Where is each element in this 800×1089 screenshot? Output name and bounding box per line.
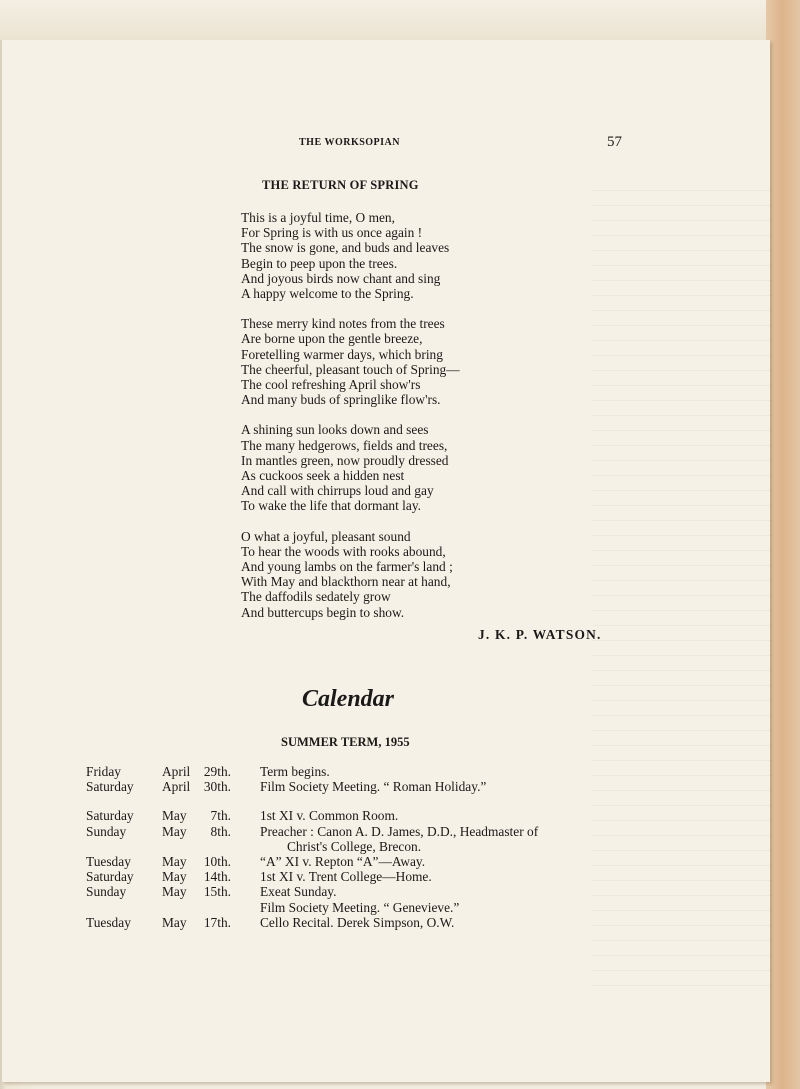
entry-day: Sunday — [86, 884, 127, 900]
entry-day: Tuesday — [86, 914, 131, 930]
calendar-entry — [86, 764, 646, 779]
entry-event: 1st XI v. Trent College—Home. — [260, 869, 432, 885]
entry-event: Preacher : Canon A. D. James, D.D., Headmaster of — [260, 823, 539, 839]
poem-author: J. K. P. WATSON. — [478, 627, 602, 642]
poem-line: And call with chirrups loud and gay — [241, 483, 434, 499]
poem-line: Are borne upon the gentle breeze, — [241, 331, 423, 347]
calendar-entry-continuation — [86, 839, 646, 854]
poem-line: And joyous birds now chant and sing — [241, 270, 441, 286]
poem-line: A happy welcome to the Spring. — [241, 286, 414, 302]
poem-line: A shining sun looks down and sees — [241, 422, 429, 438]
poem-line: And buttercups begin to show. — [241, 604, 405, 620]
poem-line: With May and blackthorn near at hand, — [241, 574, 451, 590]
entry-day: Tuesday — [86, 853, 131, 869]
entry-date: 29th. — [203, 764, 231, 779]
entry-day: Saturday — [86, 869, 134, 885]
calendar-entry — [86, 900, 646, 915]
calendar-entry — [86, 808, 646, 823]
poem-stanza — [241, 316, 460, 407]
poem-line: This is a joyful time, O men, — [241, 210, 395, 225]
entry-date: 30th. — [203, 779, 231, 795]
entry-month: May — [162, 823, 187, 839]
poem-line: To hear the woods with rooks abound, — [241, 543, 446, 559]
poem-line: And many buds of springlike flow'rs. — [241, 392, 441, 408]
entry-month: May — [162, 884, 187, 900]
entry-event: Term begins. — [260, 764, 330, 779]
entry-month: May — [162, 914, 187, 930]
entry-event: Christ's College, Brecon. — [287, 838, 422, 854]
entry-event: 1st XI v. Common Room. — [260, 808, 399, 824]
calendar-list — [86, 764, 646, 930]
entry-date: 7th. — [210, 808, 231, 824]
poem-line: The many hedgerows, fields and trees, — [241, 437, 448, 453]
entry-day: Friday — [86, 764, 121, 779]
entry-date: 14th. — [203, 869, 231, 885]
entry-month: May — [162, 853, 187, 869]
entry-month: April — [162, 779, 191, 795]
poem-body — [241, 210, 460, 635]
calendar-entry — [86, 779, 646, 794]
poem-line: Foretelling warmer days, which bring — [241, 346, 443, 362]
entry-month: May — [162, 869, 187, 885]
poem-line: To wake the life that dormant lay. — [241, 498, 422, 514]
calendar-entry — [86, 824, 646, 839]
entry-day: Saturday — [86, 779, 134, 795]
poem-line: For Spring is with us once again ! — [241, 225, 423, 241]
calendar-entry — [86, 854, 646, 869]
page-number: 57 — [607, 134, 622, 150]
entry-event: Film Society Meeting. “ Genevieve.” — [260, 899, 460, 915]
term-heading: SUMMER TERM, 1955 — [281, 735, 410, 749]
entry-day: Sunday — [86, 823, 127, 839]
entry-event: Cello Recital. Derek Simpson, O.W. — [260, 914, 455, 930]
entry-date: 17th. — [203, 914, 231, 930]
entry-event: “A” XI v. Repton “A”—Away. — [260, 853, 426, 869]
poem-stanza — [241, 422, 460, 513]
calendar-heading: Calendar — [302, 686, 395, 712]
poem-line: These merry kind notes from the trees — [241, 316, 445, 332]
poem-title: THE RETURN OF SPRING — [262, 178, 419, 192]
calendar-entry — [86, 915, 646, 930]
entry-date: 15th. — [203, 884, 231, 900]
poem-line: The snow is gone, and buds and leaves — [241, 240, 450, 256]
running-head: THE WORKSOPIAN — [299, 137, 400, 148]
poem-line: Begin to peep upon the trees. — [241, 255, 398, 271]
poem-line: The daffodils sedately grow — [241, 589, 391, 605]
entry-event: Exeat Sunday. — [260, 884, 337, 900]
poem-line: As cuckoos seek a hidden nest — [241, 468, 405, 484]
poem-line: In mantles green, now proudly dressed — [241, 452, 449, 468]
calendar-entry — [86, 884, 646, 899]
entry-month: April — [162, 764, 191, 779]
poem-line: O what a joyful, pleasant sound — [241, 528, 411, 544]
entry-date: 8th. — [210, 823, 231, 839]
poem-line: The cool refreshing April show'rs — [241, 377, 421, 393]
entry-day: Saturday — [86, 808, 134, 824]
poem-line: And young lambs on the farmer's land ; — [241, 559, 453, 575]
poem-line: The cheerful, pleasant touch of Spring— — [241, 361, 460, 377]
calendar-entry — [86, 869, 646, 884]
poem-stanza — [241, 529, 460, 620]
poem-stanza — [241, 210, 460, 301]
scan-top-margin — [0, 0, 800, 40]
entry-month: May — [162, 808, 187, 824]
entry-event: Film Society Meeting. “ Roman Holiday.” — [260, 779, 487, 795]
entry-date: 10th. — [203, 853, 231, 869]
